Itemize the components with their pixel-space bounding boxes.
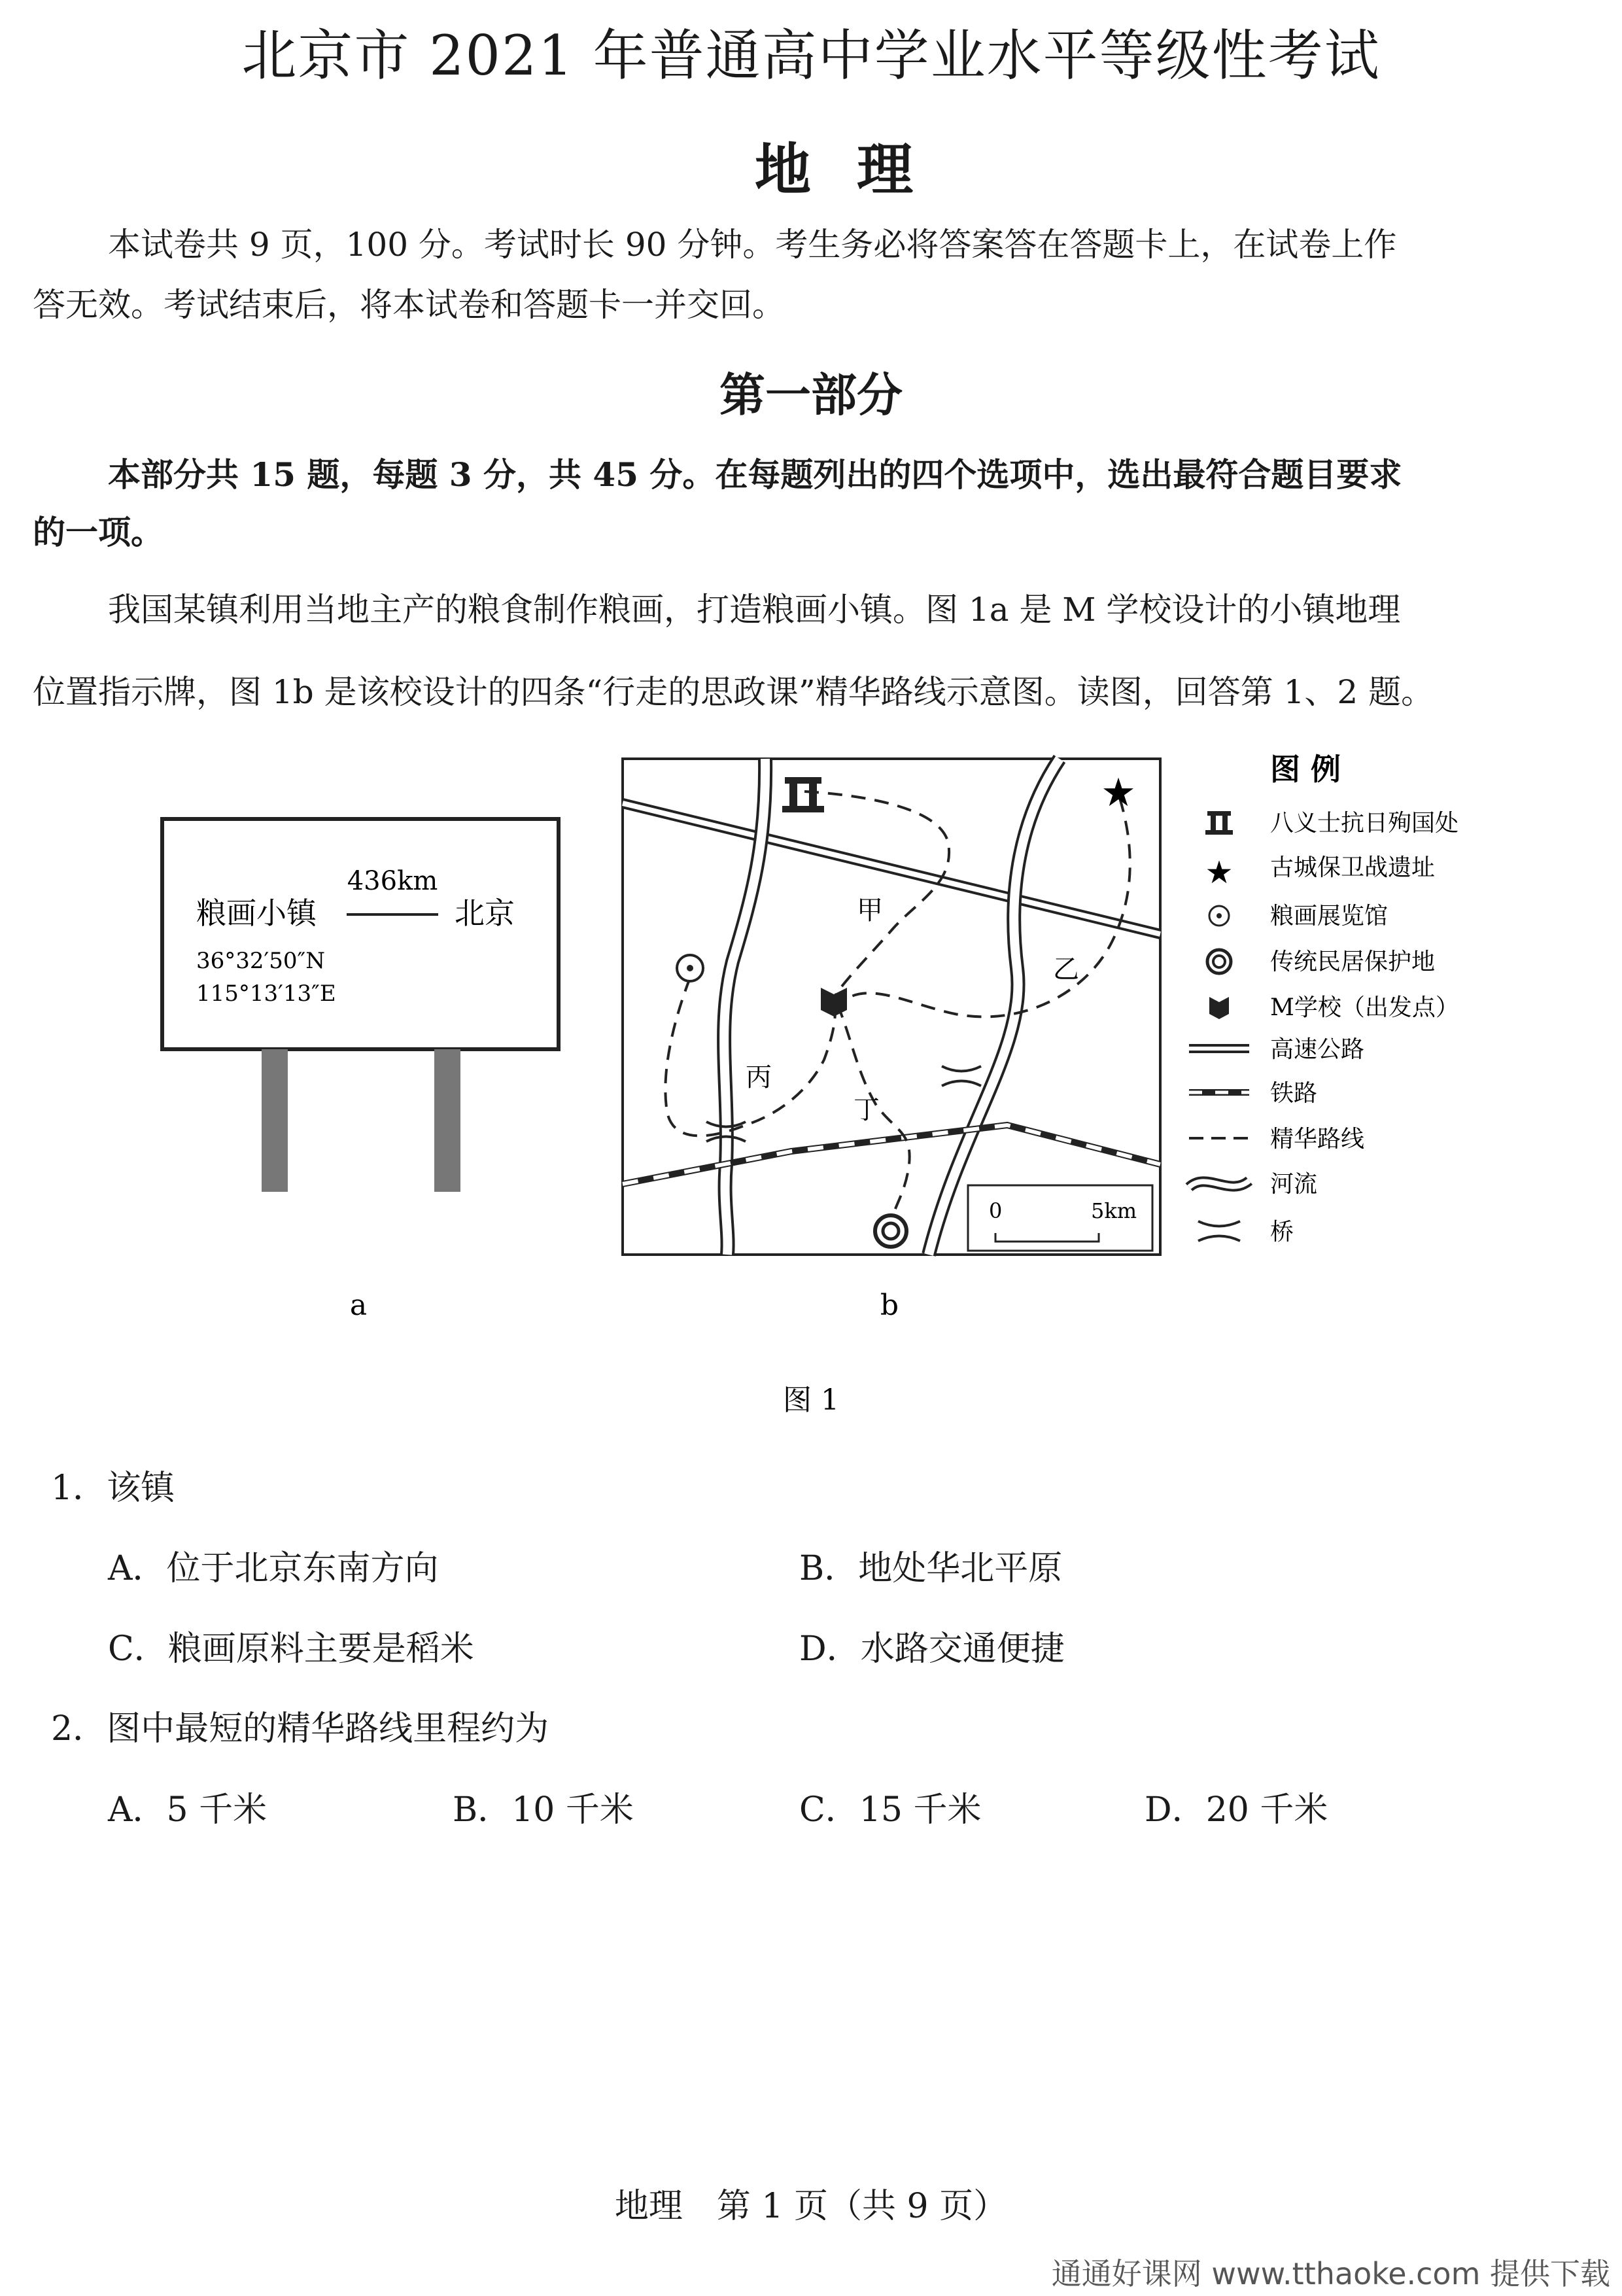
sign-post-left <box>262 1049 288 1192</box>
river-icon <box>1189 1181 1249 1187</box>
part-desc-line-2: 的一项。 <box>33 513 164 551</box>
subfigure-a-label: a <box>349 1289 368 1322</box>
question-2-option-a[interactable]: A．5 千米 <box>108 1790 267 1830</box>
route-map <box>623 759 1160 1255</box>
legend-label-4: M学校（出发点） <box>1270 994 1459 1021</box>
location-sign <box>162 819 559 1192</box>
sign-distance: 436km <box>347 866 438 896</box>
memorial-icon <box>1205 811 1233 835</box>
subfigure-b-label: b <box>880 1289 899 1322</box>
intro-line-2: 答无效。考试结束后，将本试卷和答题卡一并交回。 <box>33 286 785 324</box>
part-desc-line-1: 本部分共 15 题，每题 3 分，共 45 分。在每题列出的四个选项中，选出最符合题目要求 <box>108 455 1402 494</box>
subject-title: 地理 <box>755 137 959 203</box>
star-icon: ★ <box>1205 854 1234 891</box>
bridge-icon <box>1198 1221 1240 1241</box>
label-yi: 乙 <box>1053 954 1079 984</box>
star-poi: ★ <box>1101 770 1136 816</box>
legend-label-8: 河流 <box>1270 1171 1318 1198</box>
label-jia: 甲 <box>857 896 883 926</box>
figure-caption: 图 1 <box>783 1383 839 1417</box>
sign-longitude: 115°13′13″E <box>196 981 336 1007</box>
sign-board <box>162 819 559 1049</box>
sign-latitude: 36°32′50″N <box>196 948 325 974</box>
question-2-option-c[interactable]: C．15 千米 <box>799 1790 982 1830</box>
question-1-option-d[interactable]: D．水路交通便捷 <box>799 1629 1065 1669</box>
sign-city: 北京 <box>455 896 515 931</box>
stem-line-1: 我国某镇利用当地主产的粮食制作粮画，打造粮画小镇。图 1a 是 M 学校设计的小镇地理 <box>108 591 1401 629</box>
question-1-option-a[interactable]: A．位于北京东南方向 <box>108 1549 439 1588</box>
part-title: 第一部分 <box>719 368 903 422</box>
intro-line-1: 本试卷共 9 页，100 分。考试时长 90 分钟。考生务必将答案答在答题卡上，在试卷上作 <box>108 226 1397 264</box>
legend-label-5: 高速公路 <box>1270 1036 1365 1063</box>
legend-label-1: 古城保卫战遗址 <box>1270 854 1436 881</box>
legend-label-6: 铁路 <box>1270 1080 1318 1107</box>
figure-1 <box>0 746 1622 1439</box>
legend-label-2: 粮画展览馆 <box>1270 903 1389 930</box>
question-2-option-d[interactable]: D．20 千米 <box>1145 1790 1328 1830</box>
double-circle-icon <box>1207 950 1231 973</box>
legend-label-7: 精华路线 <box>1270 1126 1365 1153</box>
question-2-option-b[interactable]: B．10 千米 <box>453 1790 634 1830</box>
legend-label-9: 桥 <box>1270 1219 1294 1245</box>
watermark: 通通好课网 www.tthaoke.com 提供下载 <box>1051 2256 1610 2291</box>
circle-dot-icon <box>1209 906 1229 926</box>
legend-title: 图 例 <box>1270 752 1341 787</box>
map-frame <box>623 759 1160 1255</box>
question-1-option-c[interactable]: C．粮画原料主要是稻米 <box>108 1629 474 1669</box>
legend-label-0: 八义士抗日殉国处 <box>1270 810 1459 837</box>
question-1-stem: 1．该镇 <box>51 1469 175 1508</box>
scale-end: 5km <box>1091 1198 1137 1223</box>
school-icon <box>1209 997 1229 1019</box>
sign-town: 粮画小镇 <box>196 896 317 931</box>
question-1-option-b[interactable]: B．地处华北平原 <box>799 1549 1063 1588</box>
exhibition-poi <box>677 955 703 981</box>
legend <box>1189 752 1459 1245</box>
exam-title: 北京市 2021 年普通高中学业水平等级性考试 <box>241 24 1381 88</box>
question-2-stem: 2．图中最短的精华路线里程约为 <box>51 1709 549 1748</box>
scale-zero: 0 <box>989 1198 1003 1223</box>
label-ding: 丁 <box>854 1095 880 1125</box>
page-footer: 地理 第 1 页（共 9 页） <box>614 2187 1008 2226</box>
residence-poi <box>875 1215 906 1247</box>
stem-line-2: 位置指示牌，图 1b 是该校设计的四条“行走的思政课”精华路线示意图。读图，回答第 1、2 题。 <box>33 673 1434 711</box>
sign-post-right <box>434 1049 460 1192</box>
legend-label-3: 传统民居保护地 <box>1270 948 1436 975</box>
label-bing: 丙 <box>746 1062 772 1092</box>
